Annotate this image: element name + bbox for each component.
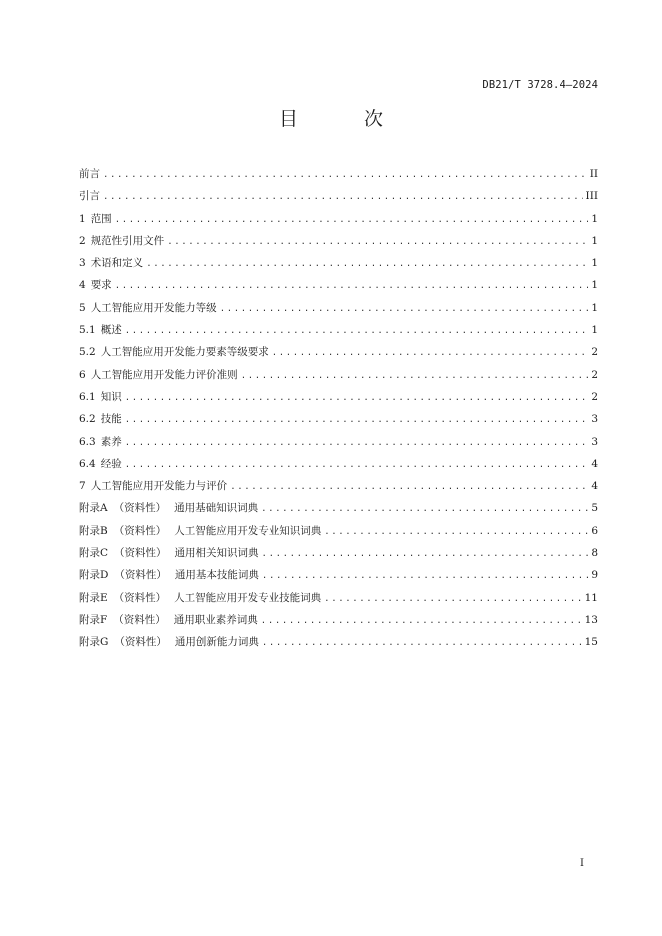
toc-dot-leader (103, 186, 583, 208)
toc-dot-leader (146, 253, 588, 275)
toc-entry-appendix-b[interactable] (79, 520, 598, 542)
toc-page-number: 3 (591, 435, 598, 448)
toc-dot-leader (272, 342, 589, 364)
toc-entry-foreword[interactable] (79, 163, 598, 185)
toc-page-number: 1 (591, 234, 598, 247)
toc-entry-2[interactable] (79, 230, 598, 252)
toc-dot-leader (262, 543, 589, 565)
toc-entry-label: 6 人工智能应用开发能力评价准则 (79, 368, 238, 381)
toc-dot-leader (230, 476, 588, 498)
toc-entry-introduction[interactable] (79, 185, 598, 207)
toc-page-number: 13 (584, 613, 598, 626)
toc-entry-7[interactable] (79, 475, 598, 497)
toc-entry-label: 附录B （资料性） 人工智能应用开发专业知识词典 (79, 524, 322, 537)
toc-dot-leader (125, 454, 589, 476)
toc-page-number: 4 (591, 480, 598, 493)
toc-page-number: 3 (591, 413, 598, 426)
page-title: 目 次 (278, 108, 414, 130)
toc-entry-6-2[interactable] (79, 408, 598, 430)
toc-entry-3[interactable] (79, 252, 598, 274)
toc-entry-label: 引言 (79, 190, 100, 203)
toc-dot-leader (167, 231, 588, 253)
toc-dot-leader (241, 365, 589, 387)
document-code: DB21/T 3728.4—2024 (482, 79, 598, 91)
toc-entry-6[interactable] (79, 364, 598, 386)
toc-entry-5-1[interactable] (79, 319, 598, 341)
toc-page-number: 1 (591, 257, 598, 270)
toc-entry-appendix-e[interactable] (79, 587, 598, 609)
toc-page-number: 2 (591, 390, 598, 403)
toc-page-number: 1 (591, 279, 598, 292)
toc-entry-label: 1 范围 (79, 212, 112, 225)
toc-entry-5[interactable] (79, 297, 598, 319)
toc-entry-label: 附录A （资料性） 通用基础知识词典 (79, 502, 259, 515)
toc-entry-label: 6.3 素养 (79, 435, 122, 448)
toc-entry-5-2[interactable] (79, 341, 598, 363)
toc-dot-leader (261, 610, 582, 632)
toc-page-number: III (585, 190, 598, 203)
toc-entry-label: 6.1 知识 (79, 390, 122, 403)
toc-page-number: 15 (584, 636, 598, 649)
toc-dot-leader (125, 387, 589, 409)
toc-entry-label: 附录C （资料性） 通用相关知识词典 (79, 547, 259, 560)
toc-dot-leader (115, 275, 589, 297)
toc-dot-leader (125, 409, 589, 431)
toc-entry-label: 6.2 技能 (79, 413, 122, 426)
toc-page-number: 2 (591, 368, 598, 381)
toc-entry-label: 6.4 经验 (79, 457, 122, 470)
toc-dot-leader (220, 298, 589, 320)
toc-entry-label: 附录E （资料性） 人工智能应用开发专业技能词典 (79, 591, 322, 604)
toc-entry-label: 附录G （资料性） 通用创新能力词典 (79, 636, 259, 649)
page-number: I (580, 858, 584, 869)
toc-page-number: 2 (591, 346, 598, 359)
toc-page-number: 8 (591, 547, 598, 560)
toc-page-number: 1 (591, 212, 598, 225)
toc-dot-leader (324, 588, 581, 610)
toc-entry-label: 附录F （资料性） 通用职业素养词典 (79, 613, 258, 626)
toc-entry-label: 5 人工智能应用开发能力等级 (79, 301, 217, 314)
toc-entry-appendix-d[interactable] (79, 564, 598, 586)
toc-page-number: II (589, 168, 598, 180)
toc-entry-appendix-f[interactable] (79, 609, 598, 631)
toc-dot-leader (115, 209, 589, 231)
toc-entry-label: 7 人工智能应用开发能力与评价 (79, 480, 228, 493)
toc-entry-label: 5.2 人工智能应用开发能力要素等级要求 (79, 346, 269, 359)
toc-entry-appendix-c[interactable] (79, 542, 598, 564)
toc-entry-label: 附录D （资料性） 通用基本技能词典 (79, 569, 259, 582)
toc-entry-6-4[interactable] (79, 453, 598, 475)
toc-entry-label: 4 要求 (79, 279, 112, 292)
toc-page-number: 11 (584, 591, 598, 604)
toc-entry-label: 3 术语和定义 (79, 257, 144, 270)
toc-page-number: 4 (591, 457, 598, 470)
toc-page-number: 6 (591, 524, 598, 537)
toc-entry-6-3[interactable] (79, 431, 598, 453)
toc-entry-label: 2 规范性引用文件 (79, 234, 165, 247)
toc-dot-leader (261, 498, 588, 520)
toc-dot-leader (125, 320, 589, 342)
toc-page-number: 1 (591, 301, 598, 314)
toc-entry-1[interactable] (79, 208, 598, 230)
toc-page-number: 9 (591, 569, 598, 582)
toc-dot-leader (125, 432, 589, 454)
table-of-contents (79, 163, 598, 654)
toc-entry-4[interactable] (79, 274, 598, 296)
toc-entry-label: 前言 (79, 168, 100, 180)
toc-dot-leader (103, 164, 587, 186)
toc-entry-6-1[interactable] (79, 386, 598, 408)
toc-dot-leader (262, 632, 582, 654)
toc-entry-label: 5.1 概述 (79, 324, 122, 337)
toc-dot-leader (324, 521, 588, 543)
toc-entry-appendix-a[interactable] (79, 497, 598, 519)
toc-entry-appendix-g[interactable] (79, 631, 598, 653)
toc-page-number: 1 (591, 324, 598, 337)
toc-dot-leader (262, 565, 588, 587)
toc-page-number: 5 (591, 502, 598, 515)
